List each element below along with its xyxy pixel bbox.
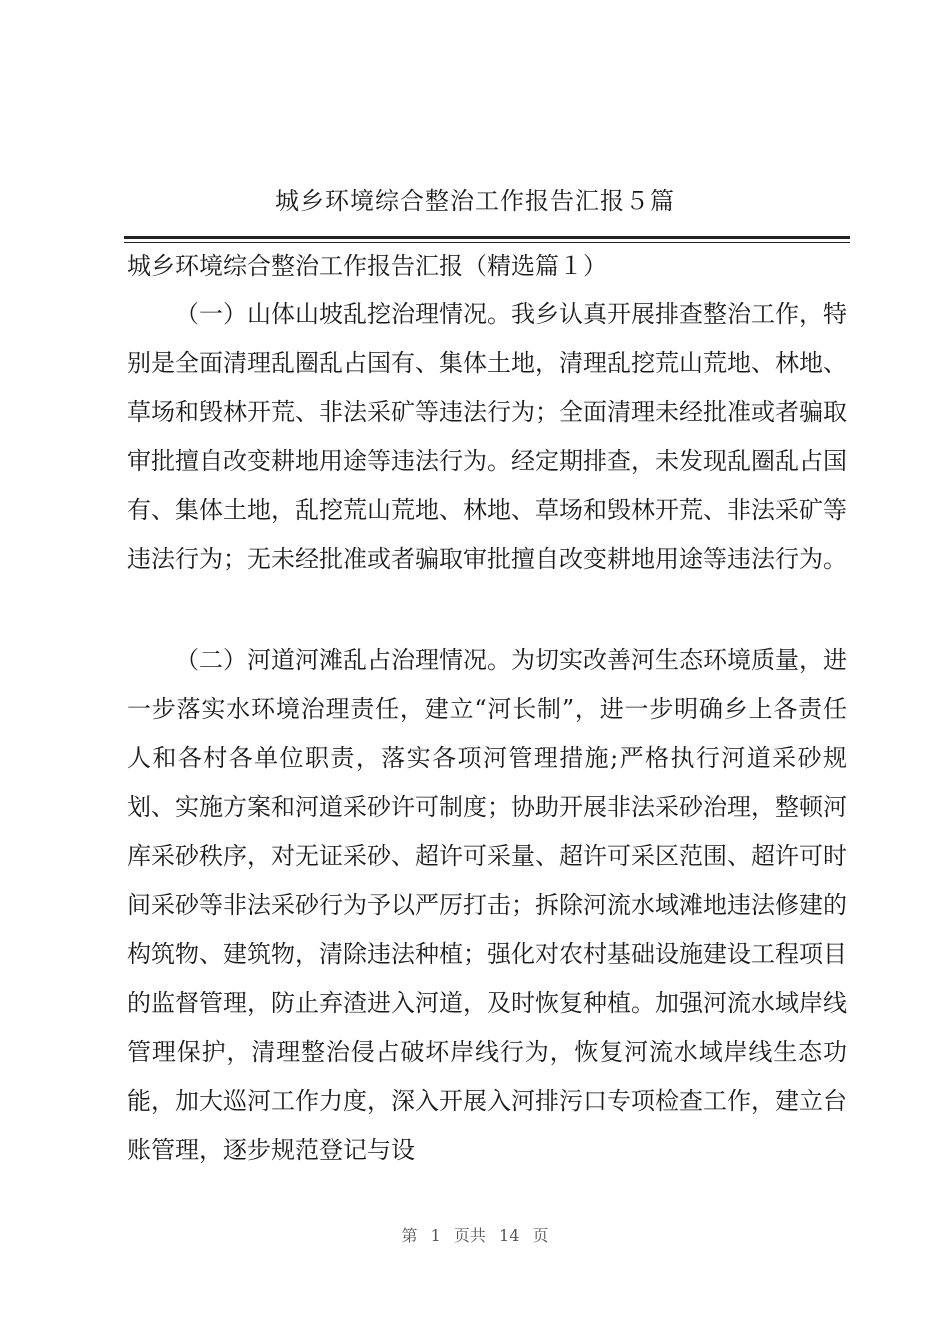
footer-middle: 页共 bbox=[453, 1226, 486, 1245]
footer-total-pages: 14 bbox=[499, 1226, 520, 1245]
body-paragraph-1: （一）山体山坡乱挖治理情况。我乡认真开展排查整治工作，特别是全面清理乱圈乱占国有、集体土地，清理乱挖荒山荒地、林地、草场和毁林开荒、非法采矿等违法行为；全面清理未经批准或者骗取审批擅自改变耕地用途等违法行为。经定期排查，未发现乱圈乱占国有、集体土地，乱挖荒山荒地、林地、草场和毁林开荒、非法采矿等违法行为；无未经批准或者骗取审批擅自改变耕地用途等违法行为。 bbox=[127, 300, 847, 573]
body-paragraph-2: （二）河道河滩乱占治理情况。为切实改善河生态环境质量，进一步落实水环境治理责任，建立“河长制”，进一步明确乡上各责任人和各村各单位职责，落实各项河管理措施;严格执行河道采砂规划、实施方案和河道采砂许可制度；协助开展非法采砂治理，整顿河库采砂秩序，对无证采砂、超许可采量、超许可采区范围、超许可时间采砂等非法采砂行为予以严厉打击；拆除河流水域滩地违法修建的构筑物、建筑物，清除违法种植；强化对农村基础设施建设工程项目的监督管理，防止弃渣进入河道，及时恢复种植。加强河流水域岸线管理保护，清理整治侵占破坏岸线行为，恢复河流水域岸线生态功能，加大巡河工作力度，深入开展入河排污口专项检查工作，建立台账管理，逐步规范登记与设 bbox=[127, 646, 847, 1164]
footer-page-number: 1 bbox=[430, 1226, 441, 1245]
page-title: 城乡环境综合整治工作报告汇报５篇 bbox=[275, 187, 675, 215]
title-divider-thin bbox=[124, 242, 850, 243]
footer-suffix: 页 bbox=[532, 1226, 549, 1245]
page-footer bbox=[0, 1226, 950, 1246]
footer-prefix: 第 bbox=[401, 1226, 418, 1245]
section-heading: 城乡环境综合整治工作报告汇报（精选篇１） bbox=[127, 252, 607, 280]
title-divider-thick bbox=[124, 236, 850, 239]
